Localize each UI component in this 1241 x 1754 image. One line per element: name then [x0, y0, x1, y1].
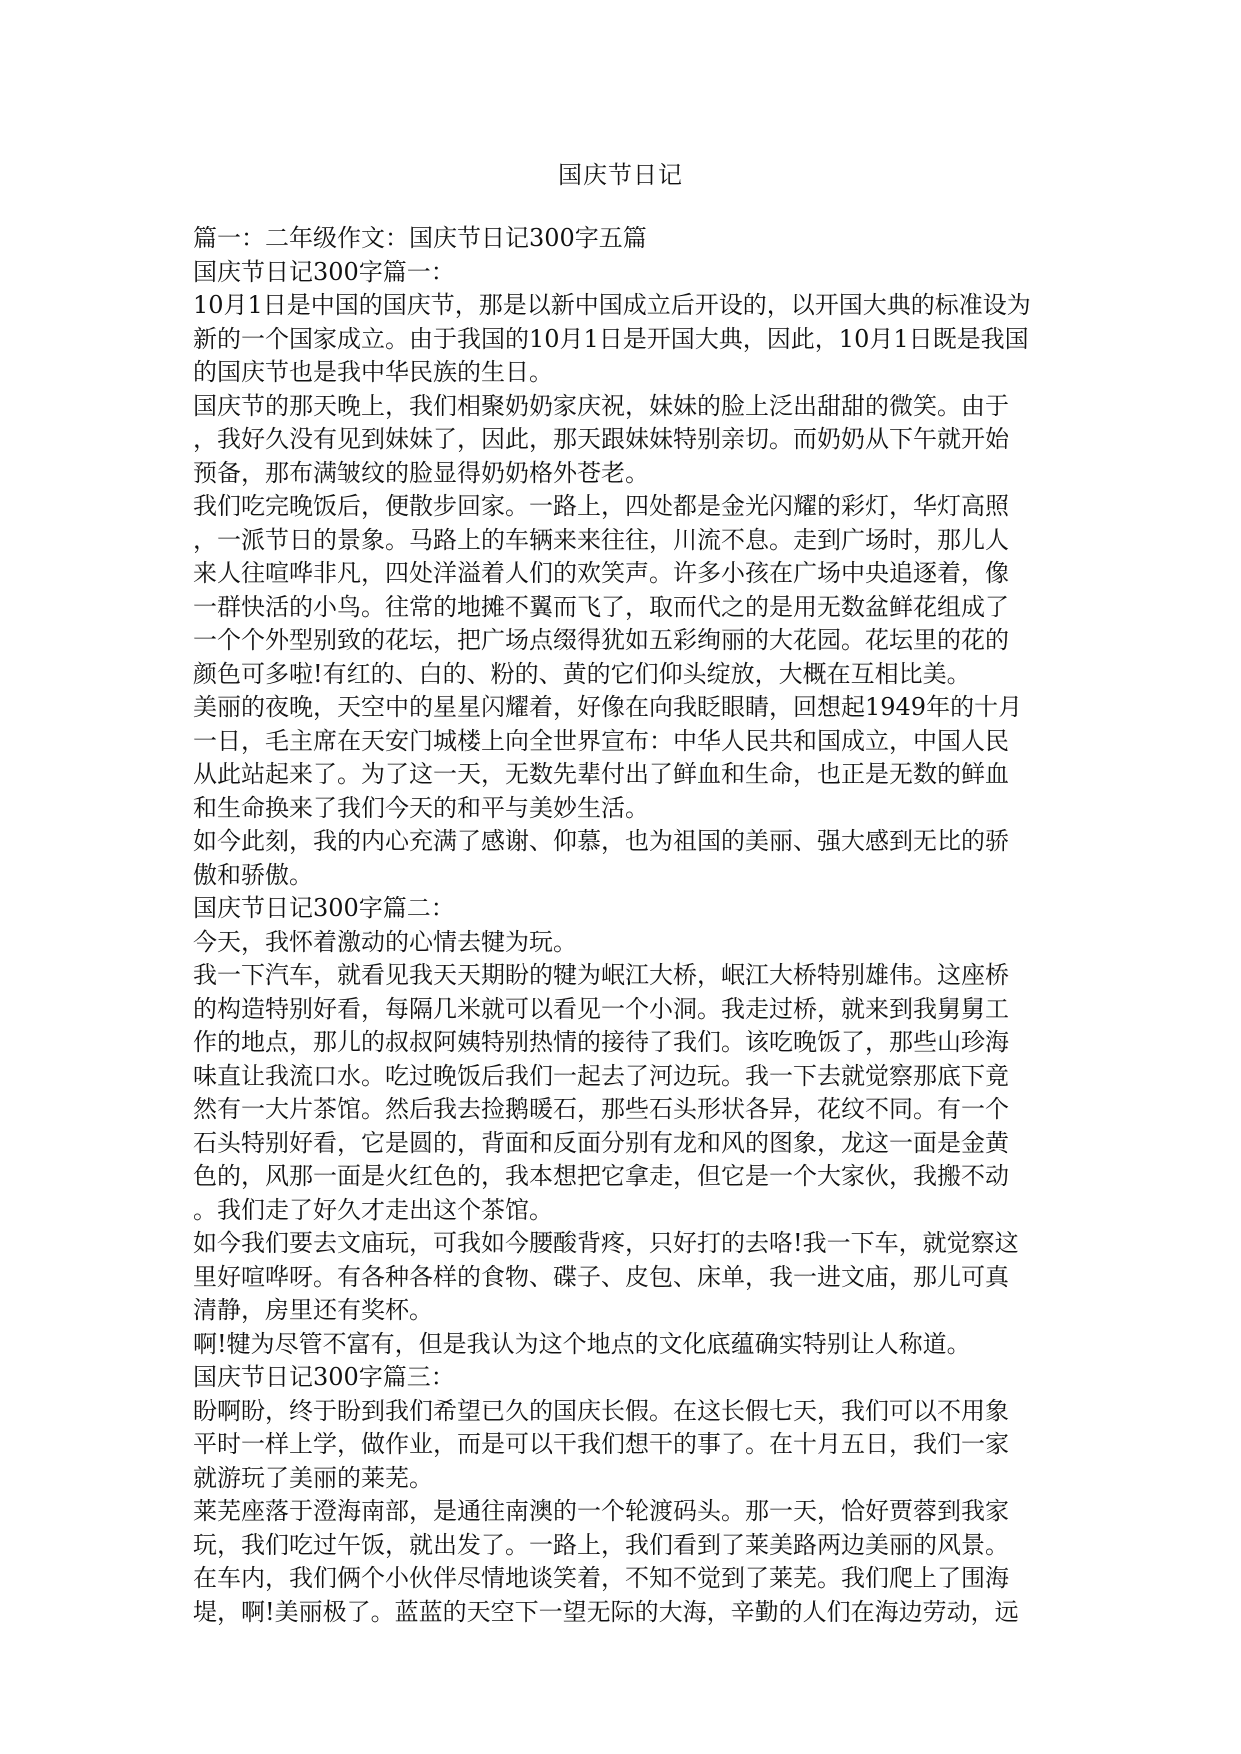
text-line: 我一下汽车，就看见我天天期盼的犍为岷江大桥，岷江大桥特别雄伟。这座桥 [193, 961, 1009, 989]
document-body [193, 222, 1057, 1629]
text-line: 一群快活的小鸟。往常的地摊不翼而飞了，取而代之的是用无数盆鲜花组成了 [193, 592, 1009, 621]
text-line: 味直让我流口水。吃过晚饭后我们一起去了河边玩。我一下去就觉察那底下竟 [193, 1061, 1009, 1090]
text-line: 和生命换来了我们今天的和平与美妙生活。 [193, 793, 649, 822]
text-line: 一日，毛主席在天安门城楼上向全世界宣布：中华人民共和国成立，中国人民 [193, 726, 1009, 755]
text-line: 预备，那布满皱纹的脸显得奶奶格外苍老。 [193, 458, 649, 487]
text-line: 莱芜座落于澄海南部，是通往南澳的一个轮渡码头。那一天，恰好贾蓉到我家 [193, 1497, 1009, 1525]
text-line: 堤，啊!美丽极了。蓝蓝的天空下一望无际的大海，辛勤的人们在海边劳动，远 [193, 1597, 1019, 1626]
text-line: 啊!犍为尽管不富有，但是我认为这个地点的文化底蕴确实特别让人称道。 [193, 1329, 971, 1358]
text-line: 新的一个国家成立。由于我国的10月1日是开国大典，因此，10月1日既是我国 [193, 324, 1029, 353]
text-line: 在车内，我们俩个小伙伴尽情地谈笑着，不知不觉到了莱芜。我们爬上了围海 [193, 1564, 1009, 1592]
text-line: 的构造特别好看，每隔几米就可以看见一个小洞。我走过桥，就来到我舅舅工 [193, 994, 1009, 1023]
text-line: 的国庆节也是我中华民族的生日。 [193, 358, 553, 386]
text-line: 里好喧哗呀。有各种各样的食物、碟子、皮包、床单，我一进文庙，那儿可真 [193, 1262, 1009, 1291]
text-line: 。我们走了好久才走出这个茶馆。 [193, 1195, 553, 1224]
text-line: 然有一大片茶馆。然后我去捡鹅暖石，那些石头形状各异，花纹不同。有一个 [193, 1095, 1009, 1123]
text-line: 今天，我怀着激动的心情去犍为玩。 [193, 927, 577, 956]
text-line: 就游玩了美丽的莱芜。 [193, 1463, 433, 1492]
text-line: 来人往喧哗非凡，四处洋溢着人们的欢笑声。许多小孩在广场中央追逐着，像 [193, 559, 1009, 587]
text-line: 篇一：二年级作文：国庆节日记300字五篇 [193, 224, 647, 252]
text-line: 如今我们要去文庙玩，可我如今腰酸背疼，只好打的去咯!我一下车，就觉察这 [193, 1229, 1019, 1257]
text-line: ，一派节日的景象。马路上的车辆来来往往，川流不息。走到广场时，那儿人 [193, 525, 1009, 554]
text-line: 国庆节日记300字篇二： [193, 894, 455, 922]
text-line: 国庆节日记300字篇一： [193, 257, 455, 286]
text-line: 石头特别好看，它是圆的，背面和反面分别有龙和风的图象，龙这一面是金黄 [193, 1128, 1009, 1157]
text-line: 盼啊盼，终于盼到我们希望已久的国庆长假。在这长假七天，我们可以不用象 [193, 1396, 1009, 1425]
text-line: 颜色可多啦!有红的、白的、粉的、黄的它们仰头绽放，大概在互相比美。 [193, 659, 971, 688]
text-line: 一个个外型别致的花坛，把广场点缀得犹如五彩绚丽的大花园。花坛里的花的 [193, 626, 1009, 654]
text-line: 玩，我们吃过午饭，就出发了。一路上，我们看到了莱美路两边美丽的风景。 [193, 1530, 1009, 1559]
text-line: 作的地点，那儿的叔叔阿姨特别热情的接待了我们。该吃晚饭了，那些山珍海 [193, 1028, 1009, 1056]
text-line: 美丽的夜晚，天空中的星星闪耀着，好像在向我眨眼睛，回想起1949年的十月 [193, 693, 1023, 721]
text-line: 平时一样上学，做作业，而是可以干我们想干的事了。在十月五日，我们一家 [193, 1430, 1009, 1458]
text-line: 如今此刻，我的内心充满了感谢、仰慕，也为祖国的美丽、强大感到无比的骄 [193, 827, 1009, 855]
text-line: ，我好久没有见到妹妹了，因此，那天跟妹妹特别亲切。而奶奶从下午就开始 [193, 425, 1009, 453]
text-line: 我们吃完晚饭后，便散步回家。一路上，四处都是金光闪耀的彩灯，华灯高照 [193, 492, 1009, 520]
document-title: 国庆节日记 [558, 161, 683, 189]
text-line: 10月1日是中国的国庆节，那是以新中国成立后开设的，以开国大典的标准设为 [193, 291, 1031, 319]
text-line: 傲和骄傲。 [193, 860, 313, 889]
text-line: 色的，风那一面是火红色的，我本想把它拿走，但它是一个大家伙，我搬不动 [193, 1162, 1009, 1190]
text-line: 国庆节的那天晚上，我们相聚奶奶家庆祝，妹妹的脸上泛出甜甜的微笑。由于 [193, 391, 1009, 420]
text-line: 清静，房里还有奖杯。 [193, 1296, 433, 1324]
text-line: 从此站起来了。为了这一天，无数先辈付出了鲜血和生命，也正是无数的鲜血 [193, 760, 1009, 788]
text-line: 国庆节日记300字篇三： [193, 1363, 455, 1391]
